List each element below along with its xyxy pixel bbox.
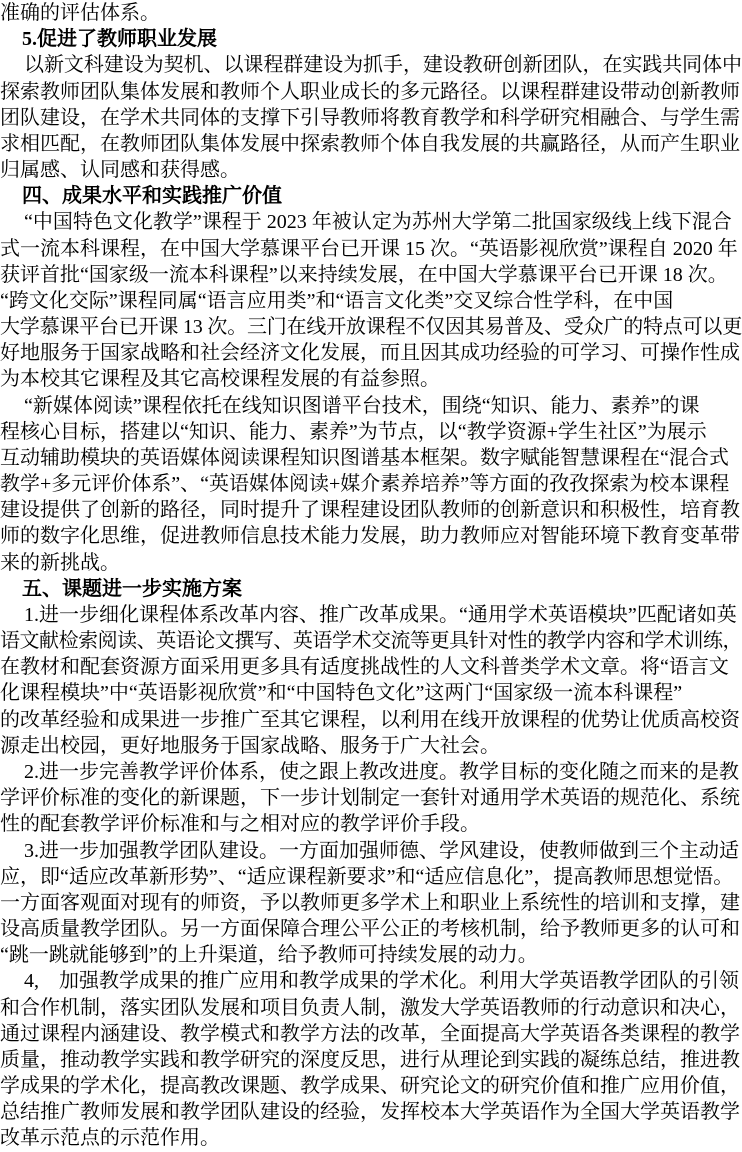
text-line: 性的配套教学评价标准和与之相对应的教学评价手段。: [0, 813, 480, 836]
text-line: “中国特色文化教学”课程于 2023 年被认定为苏州大学第二批国家级线上线下混合: [24, 211, 732, 234]
text-line: 和合作机制，落实团队发展和项目负责人制，激发大学英语教师的行动意识和决心，: [0, 996, 740, 1019]
text-line: 探索教师团队集体发展和教师个人职业成长的多元路径。以课程群建设带动创新教师: [0, 80, 740, 103]
text-line: 语文献检索阅读、英语论文撰写、英语学术交流等更具针对性的教学内容和学术训练，: [0, 630, 742, 653]
text-line: 来的新挑战。: [0, 551, 120, 574]
text-line: 学成果的学术化，提高教改课题、教学成果、研究论文的研究价值和推广应用价值，: [0, 1075, 740, 1098]
text-line: 设高质量教学团队。另一方面保障合理公平公正的考核机制，给予教师更多的认可和: [0, 918, 740, 941]
text-line: 应，即“适应改革新形势”、“适应课程新要求”和“适应信息化”，提高教师思想觉悟。: [0, 865, 734, 888]
text-line: 求相匹配，在教师团队集体发展中探索教师个体自我发展的共赢路径，从而产生职业: [0, 132, 740, 155]
text-line: 化课程模块”中“英语影视欣赏”和“中国特色文化”这两门“国家级一流本科课程”: [0, 682, 683, 705]
section-heading: 五、课题进一步实施方案: [22, 577, 242, 600]
text-line: 2.进一步完善教学评价体系，使之跟上教改进度。教学目标的变化随之而来的是教: [24, 760, 739, 783]
section-heading: 四、成果水平和实践推广价值: [22, 185, 282, 208]
text-line: 互动辅助模块的英语媒体阅读课程知识图谱基本框架。数字赋能智慧课程在“混合式: [0, 446, 729, 469]
text-line: 获评首批“国家级一流本科课程”以来持续发展，在中国大学慕课平台已开课 18 次。: [0, 263, 728, 286]
text-line: 以新文科建设为契机、以课程群建设为抓手，建设教研创新团队，在实践共同体中: [24, 54, 742, 77]
text-line: 式一流本科课程，在中国大学慕课平台已开课 15 次。“英语影视欣赏”课程自 2020 年: [0, 237, 738, 260]
text-line: 大学慕课平台已开课 13 次。三门在线开放课程不仅因其易普及、受众广的特点可以更: [0, 316, 742, 339]
text-line: 程核心目标，搭建以“知识、能力、素养”为节点，以“教学资源+学生社区”为展示: [0, 420, 707, 443]
text-line: 源走出校园，更好地服务于国家战略、服务于广大社会。: [0, 734, 500, 757]
text-line: 团队建设，在学术共同体的支撑下引导教师将教育教学和科学研究相融合、与学生需: [0, 106, 740, 129]
text-line: “新媒体阅读”课程依托在线知识图谱平台技术，围绕“知识、能力、素养”的课: [24, 394, 700, 417]
text-line: 好地服务于国家战略和社会经济文化发展，而且因其成功经验的可学习、可操作性成: [0, 342, 740, 365]
text-line: 总结推广教师发展和教学团队建设的经验，发挥校本大学英语作为全国大学英语教学: [0, 1101, 740, 1124]
text-line: 一方面客观面对现有的师资，予以教师更多学术上和职业上系统性的培训和支撑，建: [0, 891, 740, 914]
text-line: 准确的评估体系。: [0, 2, 160, 24]
text-line: 归属感、认同感和获得感。: [0, 159, 240, 182]
text-line: 在教材和配套资源方面采用更多具有适度挑战性的人文科普类学术文章。将“语言文: [0, 656, 729, 679]
text-line: “跨文化交际”课程同属“语言应用类”和“语言文化类”交叉综合性学科，在中国: [0, 289, 674, 312]
text-line: 质量，推动教学实践和教学研究的深度反思，进行从理论到实践的凝练总结，推进教: [0, 1048, 740, 1071]
text-line: 师的数字化思维，促进教师信息技术能力发展，助力教师应对智能环境下教育变革带: [0, 525, 740, 548]
text-line: 3.进一步加强教学团队建设。一方面加强师德、学风建设，使教师做到三个主动适: [24, 839, 739, 862]
text-line: 教学+多元评价体系”、“英语媒体阅读+媒介素养培养”等方面的孜孜探索为校本课程: [0, 473, 730, 496]
text-line: 通过课程内涵建设、教学模式和教学方法的改革，全面提高大学英语各类课程的教学: [0, 1022, 740, 1045]
text-line: 学评价标准的变化的新课题，下一步计划制定一套针对通用学术英语的规范化、系统: [0, 787, 740, 810]
section-heading: 5.促进了教师职业发展: [22, 28, 217, 51]
text-line: 为本校其它课程及其它高校课程发展的有益参照。: [0, 368, 440, 391]
text-line: “跳一跳就能够到”的上升渠道，给予教师可持续发展的动力。: [0, 944, 538, 967]
text-line: 1.进一步细化课程体系改革内容、推广改革成果。“通用学术英语模块”匹配诸如英: [24, 603, 737, 626]
text-line: 的改革经验和成果进一步推广至其它课程，以利用在线开放课程的优势让优质高校资: [0, 708, 740, 731]
text-line: 改革示范点的示范作用。: [0, 1127, 220, 1150]
text-line: 建设提供了创新的路径，同时提升了课程建设团队教师的创新意识和积极性，培育教: [0, 499, 740, 522]
text-line: 4, 加强教学成果的推广应用和教学成果的学术化。利用大学英语教学团队的引领: [24, 970, 739, 993]
